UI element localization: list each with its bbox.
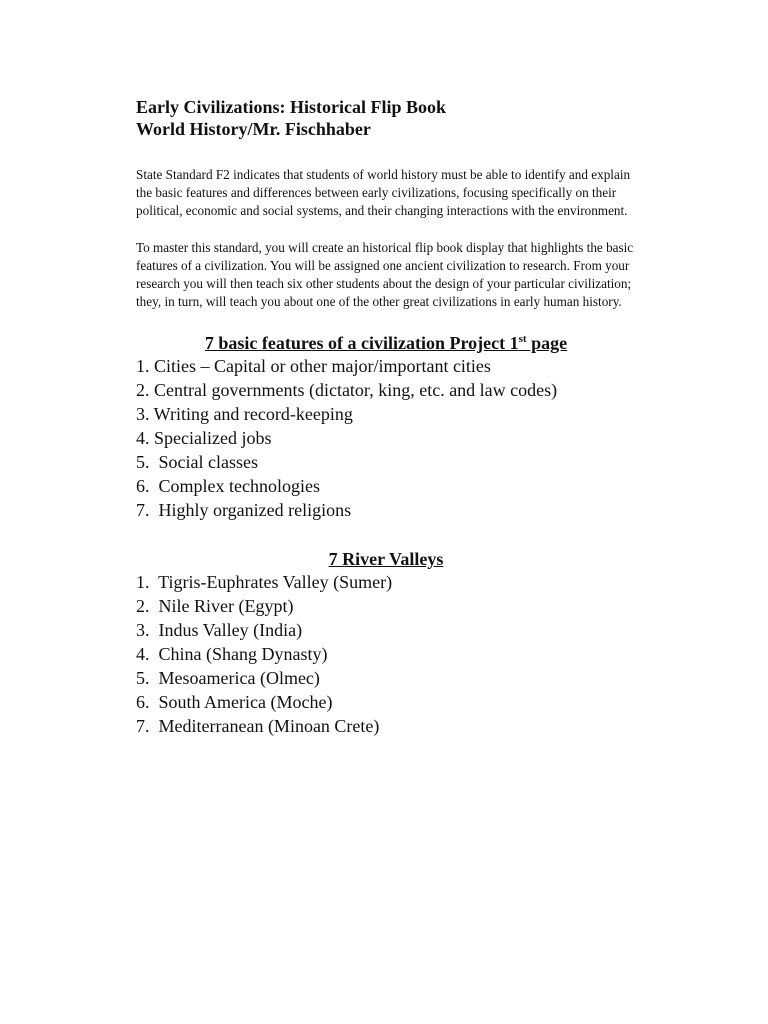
assignment-paragraph: To master this standard, you will create an historical flip book display that highlights the basic features of a civilization. You will be assigned one ancient civilization to research. From your research you will then teach six other students about the design of your particular civilization; they, in turn, will teach you about one of the other great civilizations in early human history. — [136, 240, 634, 309]
valleys-heading: 7 River Valleys — [328, 549, 444, 569]
list-item: 3. Indus Valley (India) — [136, 620, 303, 640]
features-heading — [136, 332, 636, 354]
list-item: 1. Cities – Capital or other major/important cities — [136, 356, 491, 376]
list-item: 6. South America (Moche) — [136, 692, 333, 712]
standard-paragraph: State Standard F2 indicates that students of world history must be able to identify and explain the basic features and differences between early civilizations, focusing specifically on their political, economic and social systems, and their changing interactions with the environment. — [136, 167, 631, 218]
features-heading-text: 7 basic features of a civilization Project 1 — [204, 333, 519, 353]
list-item: 2. Nile River (Egypt) — [136, 596, 294, 616]
valleys-list — [136, 570, 636, 738]
list-item: 5. Social classes — [136, 452, 258, 472]
document-title: Early Civilizations: Historical Flip Book — [136, 97, 446, 117]
list-item: 3. Writing and record-keeping — [136, 404, 353, 424]
list-item: 1. Tigris-Euphrates Valley (Sumer) — [136, 572, 393, 592]
list-item: 7. Mediterranean (Minoan Crete) — [136, 716, 380, 736]
list-item: 4. China (Shang Dynasty) — [136, 644, 328, 664]
list-item: 4. Specialized jobs — [136, 428, 272, 448]
document-subtitle: World History/Mr. Fischhaber — [136, 119, 371, 139]
list-item: 7. Highly organized religions — [136, 500, 352, 520]
list-item: 2. Central governments (dictator, king, etc. and law codes) — [136, 380, 558, 400]
features-list — [136, 354, 636, 522]
list-item: 6. Complex technologies — [136, 476, 320, 496]
features-heading-suffix: page — [526, 333, 568, 353]
list-item: 5. Mesoamerica (Olmec) — [136, 668, 320, 688]
document-page — [136, 96, 636, 738]
features-heading-superscript: st — [518, 333, 527, 345]
